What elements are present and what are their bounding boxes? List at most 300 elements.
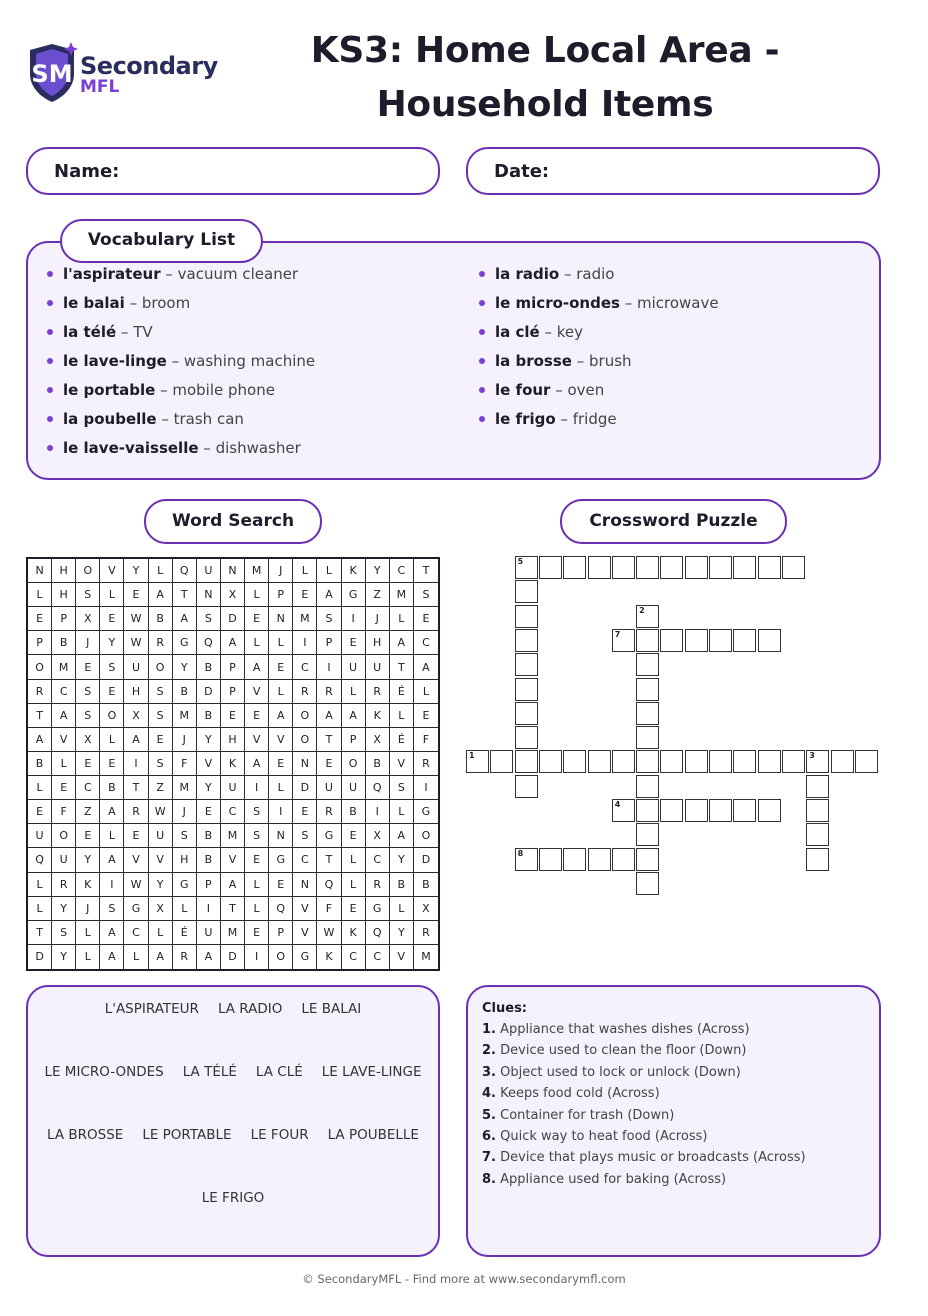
crossword-cell[interactable] — [636, 848, 659, 871]
word-search-cell[interactable]: V — [52, 728, 76, 752]
crossword-cell[interactable] — [831, 750, 854, 773]
word-search-cell[interactable]: V — [245, 728, 269, 752]
word-search-cell[interactable]: V — [245, 680, 269, 704]
word-search-cell[interactable]: D — [197, 680, 221, 704]
word-search-cell[interactable]: P — [342, 728, 366, 752]
word-search-cell[interactable]: N — [28, 559, 52, 583]
word-search-cell[interactable]: L — [245, 873, 269, 897]
word-search-cell[interactable]: X — [149, 897, 173, 921]
word-search-cell[interactable]: E — [245, 607, 269, 631]
word-search-cell[interactable]: S — [76, 704, 100, 728]
word-search-cell[interactable]: L — [342, 848, 366, 872]
word-search-cell[interactable]: E — [100, 607, 124, 631]
word-search-cell[interactable]: A — [52, 704, 76, 728]
word-search-cell[interactable]: R — [414, 752, 438, 776]
crossword-cell[interactable] — [515, 702, 538, 725]
crossword-cell[interactable] — [612, 629, 635, 652]
crossword-cell[interactable] — [685, 750, 708, 773]
word-search-cell[interactable]: V — [293, 897, 317, 921]
word-search-cell[interactable]: L — [28, 873, 52, 897]
word-search-cell[interactable]: Q — [28, 848, 52, 872]
word-search-cell[interactable]: S — [76, 583, 100, 607]
crossword-cell[interactable] — [588, 848, 611, 871]
crossword-cell[interactable] — [709, 750, 732, 773]
word-search-cell[interactable]: E — [414, 704, 438, 728]
word-search-cell[interactable]: H — [221, 728, 245, 752]
word-search-cell[interactable]: H — [52, 559, 76, 583]
word-search-cell[interactable]: M — [52, 655, 76, 679]
word-search-cell[interactable]: N — [197, 583, 221, 607]
word-search-cell[interactable]: L — [293, 559, 317, 583]
crossword-cell[interactable] — [806, 848, 829, 871]
word-search-cell[interactable]: L — [269, 631, 293, 655]
word-search-cell[interactable]: H — [124, 680, 148, 704]
word-search-cell[interactable]: Y — [52, 897, 76, 921]
word-search-cell[interactable]: Q — [317, 873, 341, 897]
word-search-cell[interactable]: O — [149, 655, 173, 679]
word-search-cell[interactable]: U — [197, 921, 221, 945]
word-search-cell[interactable]: D — [221, 607, 245, 631]
word-search-cell[interactable]: B — [197, 848, 221, 872]
word-search-cell[interactable]: V — [293, 921, 317, 945]
name-field[interactable] — [26, 147, 440, 195]
crossword-cell[interactable] — [758, 750, 781, 773]
word-search-cell[interactable]: E — [76, 752, 100, 776]
word-search-cell[interactable]: X — [76, 607, 100, 631]
word-search-cell[interactable]: R — [317, 680, 341, 704]
word-search-cell[interactable]: Y — [390, 921, 414, 945]
word-search-cell[interactable]: L — [124, 945, 148, 969]
word-search-cell[interactable]: P — [317, 631, 341, 655]
word-search-cell[interactable]: O — [293, 728, 317, 752]
crossword-cell[interactable] — [515, 605, 538, 628]
word-search-cell[interactable]: V — [269, 728, 293, 752]
word-search-cell[interactable]: R — [366, 873, 390, 897]
word-search-cell[interactable]: F — [317, 897, 341, 921]
word-search-cell[interactable]: X — [366, 728, 390, 752]
crossword-cell[interactable] — [733, 750, 756, 773]
word-search-cell[interactable]: L — [149, 921, 173, 945]
word-search-cell[interactable]: S — [390, 776, 414, 800]
word-search-cell[interactable]: T — [221, 897, 245, 921]
word-search-cell[interactable]: O — [269, 945, 293, 969]
word-search-cell[interactable]: S — [293, 824, 317, 848]
word-search-cell[interactable]: N — [269, 607, 293, 631]
word-search-cell[interactable]: Q — [366, 921, 390, 945]
word-search-cell[interactable]: K — [317, 945, 341, 969]
crossword-cell[interactable] — [466, 750, 489, 773]
word-search-cell[interactable]: O — [28, 655, 52, 679]
crossword-cell[interactable] — [758, 799, 781, 822]
word-search-cell[interactable]: X — [76, 728, 100, 752]
word-search-cell[interactable]: O — [76, 559, 100, 583]
word-search-cell[interactable]: A — [28, 728, 52, 752]
word-search-cell[interactable]: E — [293, 800, 317, 824]
word-search-cell[interactable]: I — [414, 776, 438, 800]
word-search-cell[interactable]: B — [173, 680, 197, 704]
crossword-cell[interactable] — [806, 823, 829, 846]
word-search-cell[interactable]: G — [269, 848, 293, 872]
crossword-cell[interactable] — [806, 750, 829, 773]
crossword-cell[interactable] — [636, 605, 659, 628]
word-search-cell[interactable]: E — [342, 897, 366, 921]
word-search-cell[interactable]: K — [366, 704, 390, 728]
word-search-cell[interactable]: I — [366, 800, 390, 824]
word-search-cell[interactable]: E — [28, 607, 52, 631]
word-search-cell[interactable]: F — [414, 728, 438, 752]
word-search-cell[interactable]: L — [76, 921, 100, 945]
word-search-cell[interactable]: Y — [197, 776, 221, 800]
word-search-cell[interactable]: P — [197, 873, 221, 897]
word-search-cell[interactable]: A — [100, 945, 124, 969]
word-search-cell[interactable]: E — [245, 848, 269, 872]
word-search-cell[interactable]: Y — [100, 631, 124, 655]
word-search-cell[interactable]: V — [390, 945, 414, 969]
word-search-cell[interactable]: E — [269, 873, 293, 897]
crossword-cell[interactable] — [782, 750, 805, 773]
word-search-cell[interactable]: E — [100, 752, 124, 776]
word-search-cell[interactable]: B — [149, 607, 173, 631]
word-search-cell[interactable]: S — [173, 824, 197, 848]
word-search-cell[interactable]: U — [317, 776, 341, 800]
word-search-cell[interactable]: G — [173, 631, 197, 655]
word-search-cell[interactable]: S — [245, 800, 269, 824]
word-search-cell[interactable]: E — [124, 583, 148, 607]
word-search-cell[interactable]: F — [173, 752, 197, 776]
word-search-cell[interactable]: S — [245, 824, 269, 848]
word-search-cell[interactable]: U — [124, 655, 148, 679]
word-search-cell[interactable]: H — [173, 848, 197, 872]
word-search-cell[interactable]: J — [269, 559, 293, 583]
word-search-cell[interactable]: G — [124, 897, 148, 921]
crossword-cell[interactable] — [685, 799, 708, 822]
crossword-cell[interactable] — [588, 750, 611, 773]
word-search-cell[interactable]: R — [366, 680, 390, 704]
word-search-cell[interactable]: G — [366, 897, 390, 921]
crossword-cell[interactable] — [515, 775, 538, 798]
word-search-cell[interactable]: L — [52, 752, 76, 776]
word-search-cell[interactable]: M — [221, 921, 245, 945]
word-search-cell[interactable]: U — [342, 655, 366, 679]
word-search-cell[interactable]: U — [342, 776, 366, 800]
word-search-cell[interactable]: T — [28, 921, 52, 945]
crossword-cell[interactable] — [515, 678, 538, 701]
word-search-cell[interactable]: L — [149, 559, 173, 583]
crossword-cell[interactable] — [709, 556, 732, 579]
crossword-cell[interactable] — [515, 556, 538, 579]
crossword-cell[interactable] — [685, 556, 708, 579]
word-search-cell[interactable]: L — [100, 824, 124, 848]
word-search-cell[interactable]: Z — [149, 776, 173, 800]
word-search-cell[interactable]: M — [173, 704, 197, 728]
word-search-cell[interactable]: L — [390, 800, 414, 824]
crossword-cell[interactable] — [636, 775, 659, 798]
word-search-cell[interactable]: L — [245, 583, 269, 607]
word-search-cell[interactable]: C — [221, 800, 245, 824]
word-search-cell[interactable]: A — [221, 873, 245, 897]
crossword-cell[interactable] — [855, 750, 878, 773]
word-search-cell[interactable]: W — [124, 873, 148, 897]
word-search-cell[interactable]: J — [76, 631, 100, 655]
word-search-cell[interactable]: P — [28, 631, 52, 655]
crossword-cell[interactable] — [636, 653, 659, 676]
word-search-cell[interactable]: L — [317, 559, 341, 583]
crossword-cell[interactable] — [636, 799, 659, 822]
crossword-cell[interactable] — [515, 848, 538, 871]
word-search-cell[interactable]: J — [366, 607, 390, 631]
word-search-cell[interactable]: G — [317, 824, 341, 848]
word-search-cell[interactable]: X — [221, 583, 245, 607]
word-search-cell[interactable]: Y — [390, 848, 414, 872]
crossword-cell[interactable] — [733, 629, 756, 652]
word-search-cell[interactable]: C — [293, 655, 317, 679]
crossword-cell[interactable] — [539, 848, 562, 871]
word-search-cell[interactable]: C — [366, 945, 390, 969]
crossword-cell[interactable] — [709, 799, 732, 822]
word-search-cell[interactable]: L — [390, 607, 414, 631]
word-search-cell[interactable]: E — [269, 655, 293, 679]
word-search-cell[interactable]: A — [245, 655, 269, 679]
word-search-cell[interactable]: J — [173, 728, 197, 752]
word-search-cell[interactable]: E — [269, 752, 293, 776]
word-search-cell[interactable]: A — [221, 631, 245, 655]
word-search-cell[interactable]: Z — [366, 583, 390, 607]
crossword-cell[interactable] — [636, 750, 659, 773]
word-search-cell[interactable]: U — [28, 824, 52, 848]
word-search-cell[interactable]: O — [293, 704, 317, 728]
word-search-cell[interactable]: V — [124, 848, 148, 872]
word-search-cell[interactable]: C — [124, 921, 148, 945]
crossword-cell[interactable] — [490, 750, 513, 773]
word-search-cell[interactable]: S — [317, 607, 341, 631]
word-search-cell[interactable]: B — [414, 873, 438, 897]
word-search-cell[interactable]: N — [221, 559, 245, 583]
word-search-cell[interactable]: E — [342, 824, 366, 848]
word-search-cell[interactable]: Y — [124, 559, 148, 583]
word-search-cell[interactable]: S — [100, 897, 124, 921]
word-search-cell[interactable]: A — [390, 824, 414, 848]
word-search-cell[interactable]: A — [100, 848, 124, 872]
word-search-cell[interactable]: R — [173, 945, 197, 969]
word-search-cell[interactable]: C — [366, 848, 390, 872]
word-search-cell[interactable]: W — [317, 921, 341, 945]
word-search-cell[interactable]: L — [390, 897, 414, 921]
crossword-cell[interactable] — [660, 629, 683, 652]
word-search-cell[interactable]: D — [221, 945, 245, 969]
word-search-cell[interactable]: A — [245, 752, 269, 776]
word-search-cell[interactable]: E — [221, 704, 245, 728]
word-search-cell[interactable]: L — [100, 728, 124, 752]
word-search-cell[interactable]: Y — [197, 728, 221, 752]
crossword-cell[interactable] — [636, 556, 659, 579]
word-search-cell[interactable]: C — [293, 848, 317, 872]
word-search-cell[interactable]: B — [28, 752, 52, 776]
word-search-cell[interactable]: O — [414, 824, 438, 848]
word-search-cell[interactable]: Y — [173, 655, 197, 679]
word-search-cell[interactable]: A — [342, 704, 366, 728]
word-search-cell[interactable]: I — [342, 607, 366, 631]
crossword-cell[interactable] — [612, 556, 635, 579]
word-search-cell[interactable]: L — [245, 897, 269, 921]
crossword-cell[interactable] — [685, 629, 708, 652]
crossword-cell[interactable] — [515, 580, 538, 603]
word-search-cell[interactable]: D — [414, 848, 438, 872]
word-search-cell[interactable]: N — [293, 873, 317, 897]
word-search-cell[interactable]: O — [52, 824, 76, 848]
word-search-cell[interactable]: S — [100, 655, 124, 679]
word-search-cell[interactable]: L — [414, 680, 438, 704]
word-search-cell[interactable]: X — [124, 704, 148, 728]
crossword-cell[interactable] — [758, 629, 781, 652]
word-search-cell[interactable]: I — [197, 897, 221, 921]
word-search-cell[interactable]: R — [414, 921, 438, 945]
word-search-cell[interactable]: I — [293, 631, 317, 655]
word-search-cell[interactable]: T — [124, 776, 148, 800]
word-search-cell[interactable]: H — [366, 631, 390, 655]
word-search-cell[interactable]: L — [28, 897, 52, 921]
word-search-cell[interactable]: T — [414, 559, 438, 583]
word-search-cell[interactable]: B — [366, 752, 390, 776]
word-search-cell[interactable]: Q — [173, 559, 197, 583]
crossword-cell[interactable] — [563, 848, 586, 871]
word-search-cell[interactable]: Q — [366, 776, 390, 800]
word-search-cell[interactable]: W — [149, 800, 173, 824]
word-search-cell[interactable]: Q — [269, 897, 293, 921]
word-search-cell[interactable]: A — [100, 800, 124, 824]
word-search-cell[interactable]: S — [149, 680, 173, 704]
word-search-cell[interactable]: L — [342, 680, 366, 704]
word-search-cell[interactable]: C — [342, 945, 366, 969]
word-search-cell[interactable]: Y — [76, 848, 100, 872]
word-search-cell[interactable]: X — [414, 897, 438, 921]
word-search-cell[interactable]: K — [342, 921, 366, 945]
word-search-cell[interactable]: L — [28, 583, 52, 607]
word-search-cell[interactable]: N — [269, 824, 293, 848]
word-search-cell[interactable]: X — [366, 824, 390, 848]
word-search-cell[interactable]: V — [197, 752, 221, 776]
word-search-cell[interactable]: R — [149, 631, 173, 655]
word-search-cell[interactable]: P — [269, 921, 293, 945]
word-search-cell[interactable]: Y — [52, 945, 76, 969]
word-search-cell[interactable]: E — [317, 752, 341, 776]
crossword-cell[interactable] — [636, 702, 659, 725]
word-search-cell[interactable]: K — [76, 873, 100, 897]
word-search-cell[interactable]: G — [414, 800, 438, 824]
word-search-cell[interactable]: E — [76, 824, 100, 848]
word-search-cell[interactable]: B — [100, 776, 124, 800]
word-search-cell[interactable]: U — [149, 824, 173, 848]
word-search-cell[interactable]: B — [342, 800, 366, 824]
word-search-cell[interactable]: V — [149, 848, 173, 872]
word-search-cell[interactable]: T — [317, 848, 341, 872]
word-search-cell[interactable]: A — [414, 655, 438, 679]
crossword-cell[interactable] — [709, 629, 732, 652]
crossword-cell[interactable] — [588, 556, 611, 579]
word-search-cell[interactable]: T — [28, 704, 52, 728]
word-search-cell[interactable]: P — [52, 607, 76, 631]
word-search-cell[interactable]: É — [173, 921, 197, 945]
crossword-cell[interactable] — [563, 556, 586, 579]
word-search-cell[interactable]: L — [390, 704, 414, 728]
word-search-cell[interactable]: R — [293, 680, 317, 704]
word-search-cell[interactable]: K — [342, 559, 366, 583]
word-search-cell[interactable]: K — [221, 752, 245, 776]
word-search-cell[interactable]: E — [197, 800, 221, 824]
word-search-cell[interactable]: U — [366, 655, 390, 679]
crossword-cell[interactable] — [612, 799, 635, 822]
word-search-cell[interactable]: U — [197, 559, 221, 583]
word-search-cell[interactable]: T — [173, 583, 197, 607]
word-search-cell[interactable]: S — [52, 921, 76, 945]
word-search-cell[interactable]: S — [197, 607, 221, 631]
word-search-cell[interactable]: E — [342, 631, 366, 655]
word-search-cell[interactable]: J — [173, 800, 197, 824]
word-search-cell[interactable]: M — [390, 583, 414, 607]
word-search-cell[interactable]: S — [76, 680, 100, 704]
word-search-cell[interactable]: A — [149, 583, 173, 607]
crossword-cell[interactable] — [636, 629, 659, 652]
word-search-cell[interactable]: E — [414, 607, 438, 631]
word-search-cell[interactable]: B — [197, 655, 221, 679]
word-search-cell[interactable]: B — [390, 873, 414, 897]
word-search-cell[interactable]: R — [28, 680, 52, 704]
crossword-cell[interactable] — [515, 653, 538, 676]
crossword-cell[interactable] — [660, 750, 683, 773]
word-search-cell[interactable]: W — [124, 607, 148, 631]
crossword-cell[interactable] — [515, 750, 538, 773]
word-search-cell[interactable]: B — [52, 631, 76, 655]
word-search-cell[interactable]: C — [52, 680, 76, 704]
word-search-cell[interactable]: E — [28, 800, 52, 824]
word-search-cell[interactable]: G — [342, 583, 366, 607]
crossword-cell[interactable] — [806, 775, 829, 798]
crossword-cell[interactable] — [636, 872, 659, 895]
word-search-cell[interactable]: F — [52, 800, 76, 824]
word-search-cell[interactable]: J — [76, 897, 100, 921]
word-search-cell[interactable]: I — [124, 752, 148, 776]
word-search-cell[interactable]: A — [390, 631, 414, 655]
word-search-cell[interactable]: E — [245, 704, 269, 728]
word-search-cell[interactable]: R — [317, 800, 341, 824]
word-search-cell[interactable]: M — [421, 950, 431, 964]
word-search-cell[interactable]: R — [52, 873, 76, 897]
word-search-cell[interactable]: E — [293, 583, 317, 607]
word-search-cell[interactable]: G — [293, 945, 317, 969]
word-search-cell[interactable]: E — [52, 776, 76, 800]
crossword-cell[interactable] — [563, 750, 586, 773]
crossword-cell[interactable] — [660, 556, 683, 579]
crossword-cell[interactable] — [636, 823, 659, 846]
word-search-cell[interactable]: V — [221, 848, 245, 872]
word-search-cell[interactable]: G — [173, 873, 197, 897]
word-search-cell[interactable]: C — [414, 631, 438, 655]
word-search-cell[interactable]: Y — [366, 559, 390, 583]
word-search-cell[interactable]: A — [100, 921, 124, 945]
word-search-cell[interactable]: V — [390, 752, 414, 776]
crossword-cell[interactable] — [636, 678, 659, 701]
word-search-cell[interactable]: A — [317, 583, 341, 607]
word-search-cell[interactable]: W — [124, 631, 148, 655]
crossword-cell[interactable] — [539, 750, 562, 773]
word-search-cell[interactable]: Y — [149, 873, 173, 897]
word-search-cell[interactable]: A — [269, 704, 293, 728]
crossword-cell[interactable] — [806, 799, 829, 822]
date-field[interactable] — [466, 147, 880, 195]
word-search-cell[interactable]: M — [245, 559, 269, 583]
word-search-cell[interactable]: O — [342, 752, 366, 776]
word-search-cell[interactable]: M — [293, 607, 317, 631]
word-search-cell[interactable]: A — [124, 728, 148, 752]
